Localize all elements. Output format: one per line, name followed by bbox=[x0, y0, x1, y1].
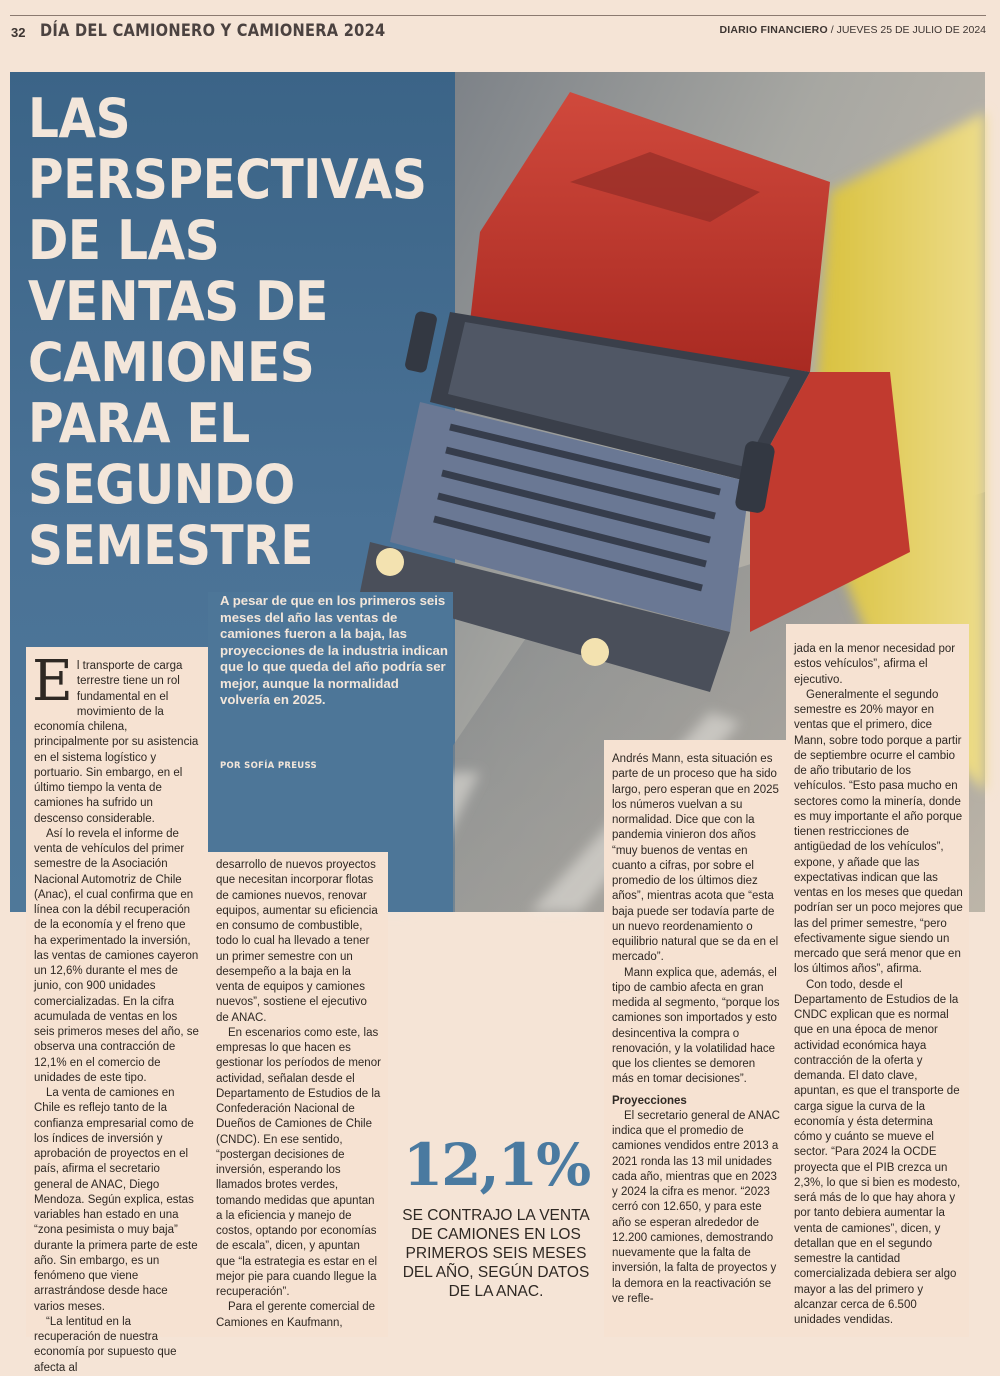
headline-line: CAMIONES bbox=[28, 331, 315, 394]
subheading: Proyecciones bbox=[612, 1094, 687, 1107]
article-column-1 bbox=[26, 647, 208, 1374]
paragraph: Con todo, desde el Departamento de Estudios de la CNDC explican que es normal que en una época de menor actividad económica haya contracción de la oferta y demanda. El dato clave, apuntan, es que el transporte de carga sigue la curva de la economía y ésta determina cómo y cuánto se mueve el sector. “Para 2024 la OCDE proyecta que el PIB crezca un 2,3%, lo que si bien es modesto, será más de lo que hay ahora y por tanto debiera aumentar la venta de camiones”, dicen, y detallan que en el segundo semestre la cantidad comercializada debiera ser algo mayor a las del primero y alcanzar cerca de 6.500 unidades vendidas. bbox=[794, 978, 961, 1326]
stat-value: 12,1% bbox=[402, 1131, 590, 1199]
article-column-3 bbox=[604, 740, 786, 1337]
headline-line: SEGUNDO bbox=[28, 453, 295, 516]
paragraph: Generalmente el segundo semestre es 20% mayor en ventas que el primero, dice Mann, sobre todo porque a partir de septiembre ocurre el cambio de año tributario de los vehículos. “Esto pasa mucho en sectores como la minería, donde es muy importante el año porque tienen restricciones de antigüedad de los vehículos”, expone, y añade que las expectativas indican que las ventas en los meses que quedan podrían ser un poco mejores que las del primer semestre, “pero efectivamente sigue siendo un mercado que será menor que en los últimos años”, afirma. bbox=[794, 688, 963, 976]
paragraph: La venta de camiones en Chile es reflejo tanto de la confianza empresarial como de los índices de inversión y aprobación de proyectos en el país, afirma el secretario general de ANAC, Diego Mendoza. Según explica, estas variables han estado en una “zona pesimista o muy baja” durante la primera parte de este año. Sin embargo, es un fenómeno que viene arrastrándose desde hace varios meses. bbox=[34, 1087, 198, 1313]
paragraph: Así lo revela el informe de venta de vehículos del primer semestre de la Asociación Nacional Automotriz de Chile (Anac), el cual confirma que en línea con la débil recuperación de la economía y el freno que ha experimentado la inversión, las ventas de camiones cayeron un 12,6% durante el mes de junio, con 900 unidades comercializadas. En la cifra acumulada de ventas en los seis primeros meses del año, se observa una contracción de 12,1% en el comercio de unidades de este tipo. bbox=[34, 827, 199, 1084]
section-title: DÍA DEL CAMIONERO Y CAMIONERA 2024 bbox=[40, 21, 386, 41]
paragraph: El secretario general de ANAC indica que el promedio de camiones vendidos entre 2013 a 2021 ronda las 13 mil unidades cada año, mientras que en 2023 y 2024 la cifra es menor. “2023 cerró con 12.650, y para este año se esperan alrededor de 12.200 camiones, demostrando nuevamente que la falta de inversión, la falta de proyectos y la demora en la reactivación se ve refle- bbox=[612, 1109, 780, 1305]
newspaper-dateline bbox=[719, 24, 986, 36]
paragraph: “La lentitud en la recuperación de nuestra economía por supuesto que afecta al bbox=[34, 1315, 177, 1374]
paragraph: Andrés Mann, esta situación es parte de un proceso que ha sido largo, pero esperan que en 2025 los números vuelvan a su normalidad. Dice que con la pandemia vinieron dos años “muy buenos de ventas en cuanto a cifras, por sobre el promedio de los últimos diez años”, mientras acota que “esta baja puede ser todavía parte de un nuevo reordenamiento o equilibrio natural que se da en el mercado”. bbox=[612, 753, 779, 964]
stat-caption: SE CONTRAJO LA VENTA DE CAMIONES EN LOS PRIMEROS SEIS MESES DEL AÑO, SEGÚN DATOS DE LA ANAC. bbox=[402, 1207, 590, 1300]
paragraph: desarrollo de nuevos proyectos que necesitan incorporar flotas de camiones nuevos, renovar equipos, aumentar su eficiencia en consumo de combustible, todo lo cual ha llevado a tener un primer semestre con un desempeño a la baja en la venta de equipos y camiones nuevos”, sostiene el ejecutivo de ANAC. bbox=[216, 859, 378, 1024]
byline: POR SOFÍA PREUSS bbox=[220, 761, 317, 771]
stat-callout bbox=[396, 1130, 596, 1301]
headline-line: LAS bbox=[28, 87, 131, 150]
paragraph: Para el gerente comercial de Camiones en Kaufmann, bbox=[216, 1301, 376, 1329]
article-column-4 bbox=[786, 624, 969, 1337]
headline-line: DE LAS bbox=[28, 209, 220, 272]
headline-line: PARA EL bbox=[28, 392, 250, 455]
headline-line: SEMESTRE bbox=[28, 514, 313, 577]
paragraph: l transporte de carga terrestre tiene un rol fundamental en el movimiento de la economía chilena, principalmente por su asistencia en el sistema logístico y portuario. Sin embargo, en el último tiempo la venta de camiones ha sufrido un descenso considerable. bbox=[34, 660, 199, 825]
paragraph: En escenarios como este, las empresas lo que hacen es gestionar los períodos de menor actividad, señalan desde el Departamento de Estudios de la Confederación Nacional de Dueños de Camiones de Chile (CNDC). En ese sentido, “postergan decisiones de inversión, esperando los llamados brotes verdes, tomando medidas que apuntan a la eficiencia y manejo de costos, optando por economías de escala”, dicen, y apuntan que “la estrategia es estar en el mejor pie para cuando llegue la recuperación”. bbox=[216, 1026, 381, 1298]
newspaper-name: DIARIO FINANCIERO bbox=[719, 24, 828, 36]
headline-line: VENTAS DE bbox=[28, 270, 328, 333]
paragraph: jada en la menor necesidad por estos vehículos”, afirma el ejecutivo. bbox=[794, 643, 956, 686]
issue-date: / JUEVES 25 DE JULIO DE 2024 bbox=[827, 24, 986, 36]
paragraph: Mann explica que, además, el tipo de cambio afecta en gran medida al segmento, “porque los camiones son importados y esto desincentiva la compra o renovación, y la volatilidad hace que los clientes se demoren más en tomar decisiones”. bbox=[612, 966, 780, 1086]
headline bbox=[28, 88, 448, 576]
page-number: 32 bbox=[11, 25, 26, 40]
article-column-2 bbox=[208, 852, 388, 1337]
header-rule bbox=[10, 15, 986, 16]
headline-line: PERSPECTIVAS bbox=[28, 148, 427, 211]
drop-cap: E bbox=[32, 649, 73, 714]
lead-paragraph: A pesar de que en los primeros seis meses del año las ventas de camiones fueron a la baja, las proyecciones de la industria indican que lo que queda del año podría ser mejor, aunque la normalidad volvería en 2025. bbox=[220, 593, 448, 707]
